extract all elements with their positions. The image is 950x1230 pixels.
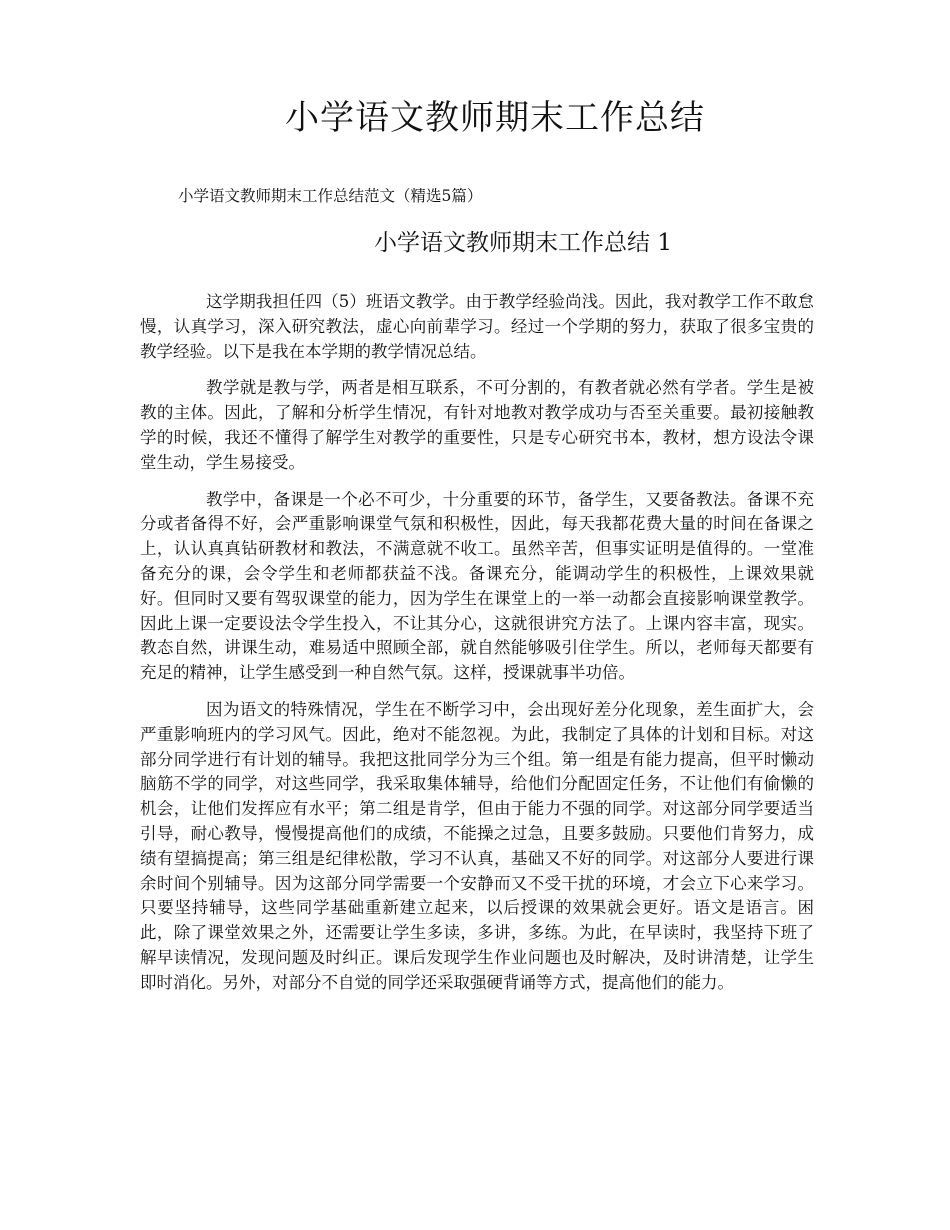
- document-title: 小学语文教师期末工作总结: [285, 98, 705, 138]
- document-body: [140, 290, 814, 1008]
- paragraph-1: 这学期我担任四（5）班语文教学。由于教学经验尚浅。因此，我对教学工作不敢怠慢，认真学习，深入研究教法，虚心向前辈学习。经过一个学期的努力，获取了很多宝贵的教学经验。以下是我在本学期的教学情况总结。: [140, 292, 814, 361]
- document-subtitle: 小学语文教师期末工作总结范文（精选5篇）: [178, 187, 483, 205]
- paragraph-2: 教学就是教与学，两者是相互联系，不可分割的，有教者就必然有学者。学生是被教的主体。因此，了解和分析学生情况，有针对地教对教学成功与否至关重要。最初接触教学的时候，我还不懂得了解学生对教学的重要性，只是专心研究书本，教材，想方设法令课堂生动，学生易接受。: [140, 378, 814, 472]
- section-heading: 小学语文教师期末工作总结 1: [374, 230, 672, 256]
- paragraph-3: 教学中，备课是一个必不可少，十分重要的环节，备学生，又要备教法。备课不充分或者备得不好，会严重影响课堂气氛和积极性，因此，每天我都花费大量的时间在备课之上，认认真真钻研教材和教法，不满意就不收工。虽然辛苦，但事实证明是值得的。一堂准备充分的课，会令学生和老师都获益不浅。备课充分，能调动学生的积极性，上课效果就好。但同时又要有驾驭课堂的能力，因为学生在课堂上的一举一动都会直接影响课堂教学。因此上课一定要设法令学生投入，不让其分心，这就很讲究方法了。上课内容丰富，现实。教态自然，讲课生动，难易适中照顾全部，就自然能够吸引住学生。所以，老师每天都要有充足的精神，让学生感受到一种自然气氛。这样，授课就事半功倍。: [140, 489, 814, 683]
- paragraph-4: 因为语文的特殊情况，学生在不断学习中，会出现好差分化现象，差生面扩大，会严重影响班内的学习风气。因此，绝对不能忽视。为此，我制定了具体的计划和目标。对这部分同学进行有计划的辅导。我把这批同学分为三个组。第一组是有能力提高，但平时懒动脑筋不学的同学，对这些同学，我采取集体辅导，给他们分配固定任务，不让他们有偷懒的机会，让他们发挥应有水平；第二组是肯学，但由于能力不强的同学。对这部分同学要适当引导，耐心教导，慢慢提高他们的成绩，不能操之过急，且要多鼓励。只要他们肯努力，成绩有望搞提高；第三组是纪律松散，学习不认真，基础又不好的同学。对这部分人要进行课余时间个别辅导。因为这部分同学需要一个安静而又不受干扰的环境，才会立下心来学习。只要坚持辅导，这些同学基础重新建立起来，以后授课的效果就会更好。语文是语言。困此，除了课堂效果之外，还需要让学生多读，多讲，多练。为此，在早读时，我坚持下班了解早读情况，发现问题及时纠正。课后发现学生作业问题也及时解决，及时讲清楚，让学生即时消化。另外，对部分不自觉的同学还采取强硬背诵等方式，提高他们的能力。: [140, 699, 814, 992]
